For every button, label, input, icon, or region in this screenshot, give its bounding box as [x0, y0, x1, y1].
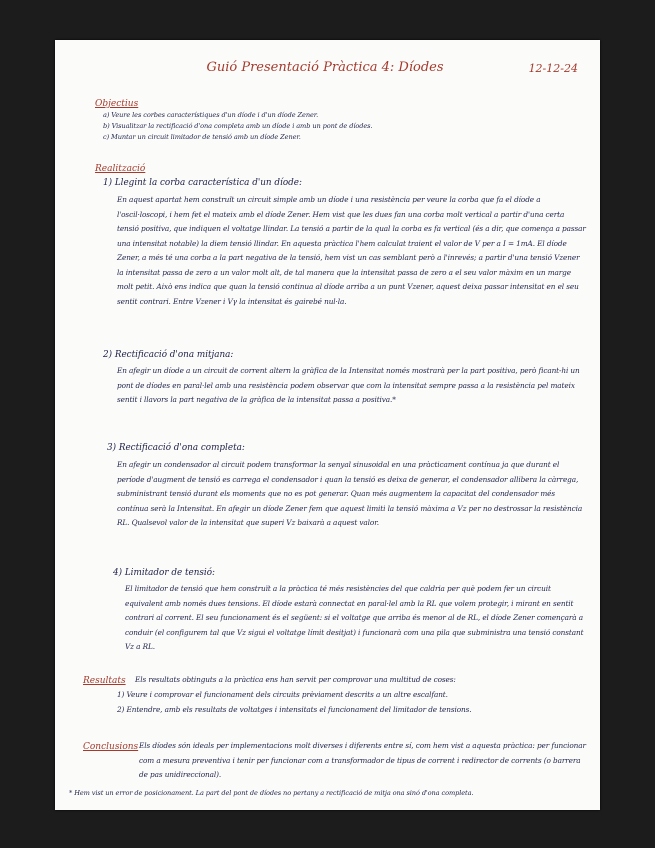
- objectius-list: [103, 110, 583, 143]
- handwritten-page: [55, 40, 600, 810]
- section-1-text: En aquest apartat hem construït un circuit simple amb un díode i una resistència per veure la corba que fa el díode a l'oscil·loscopi, i hem fet el mateix amb el díode Zener. Hem vist que les dues fan una corba molt vertical a partir d'una certa tensió positiva, que indiquen el voltatge llindar. La tensió a partir de la qual la corba es fa vertical (és a dir, que comença a passar una intensitat notable) la diem tensió llindar. En aquesta pràctica l'hem calculat traient el valor de V per a I = 1mA. El díode Zener, a més té una corba a la part negativa de la tensió, hem vist un cas semblant però a l'inrevés; a partir d'una tensió Vzener la intensitat passa de zero a un valor molt alt, de tal manera que la intensitat passa de zero a el seu valor màxim en un marge molt petit. Això ens indica que quan la tensió continua al díode arriba a un punt Vzener, aquest deixa passar intensitat en el seu sentit contrari. Entre Vzener i Vγ la intensitat és gairebé nul·la.: [117, 195, 586, 306]
- section-1-title: 1) Llegint la corba característica d'un díode:: [103, 178, 302, 188]
- resultats-heading: Resultats: [83, 676, 126, 686]
- resultats-intro: Els resultats obtinguts a la pràctica ens han servit per comprovar una multitud de coses:: [135, 675, 456, 684]
- objectiu-item: b) Visualitzar la rectificació d'ona completa amb un díode i amb un pont de díodes.: [103, 122, 373, 130]
- section-2-text: En afegir un díode a un circuit de corrent altern la gràfica de la Intensitat només mostrarà per la part positiva, però ficant-hi un pont de díodes en paral·lel amb una resistència podem observar que com la intensitat sempre passa a la resistència pel mateix sentit i llavors la part negativa de la gràfica de la intensitat passa a positiva.*: [117, 366, 580, 404]
- page-title: Guió Presentació Pràctica 4: Díodes: [206, 60, 444, 75]
- section-2-title: 2) Rectificació d'ona mitjana:: [103, 350, 234, 360]
- objectiu-item: c) Muntar un circuit limitador de tensió amb un díode Zener.: [103, 133, 301, 141]
- resultats-list: [117, 688, 587, 717]
- objectius-heading: Objectius: [95, 99, 139, 109]
- section-4-text: El limitador de tensió que hem construït a la pràctica té més resistències del que caldria per què podem fer un circuit equivalent amb només dues tensions. El díode estarà connectat en paral·lel amb la RL que volem protegir, i mirant en sentit contrari al corrent. El seu funcionament és el següent: si el voltatge que arriba és menor al de RL, el díode Zener començarà a conduir (el configurem tal que Vz sigui el voltatge límit desitjat) i funcionarà com una pila que subministra una tensió constant Vz a RL.: [125, 584, 584, 651]
- resultat-item: 2) Entendre, amb els resultats de voltatges i intensitats el funcionament del limitador de tensions.: [117, 704, 472, 714]
- resultat-item: 1) Veure i comprovar el funcionament dels circuits prèviament descrits a un altre escalfant.: [117, 690, 448, 699]
- page-date: 12-12-24: [528, 62, 578, 75]
- section-3-title: 3) Rectificació d'ona completa:: [107, 443, 245, 453]
- conclusions-text: Els díodes són ideals per implementacions molt diverses i diferents entre sí, com hem vist a aquesta pràctica: per funcionar com a mesura preventiva i tenir per funcionar com a transformador de tipus de corrent i redirector de corrents (o barrera de pas unidireccional).: [139, 741, 586, 779]
- section-4-title: 4) Limitador de tensió:: [113, 568, 215, 578]
- footnote: * Hem vist un error de posicionament. La part del pont de díodes no pertany a rectificació de mitja ona sinó d'ona completa.: [69, 789, 474, 797]
- conclusions-heading: Conclusions: [83, 742, 139, 752]
- section-3-text: En afegir un condensador al circuit podem transformar la senyal sinusoidal en una pràcticament contínua ja que durant el període d'augment de tensió es carrega el condensador i quan la tensió es deixa de generar, el condensador allibera la càrrega, subministrant tensió durant els moments que no es pot generar. Quan més augmentem la capacitat del condensador més contínua serà la Intensitat. En afegir un díode Zener fem que aquest limiti la tensió màxima a Vz per no destrossar la resistència RL. Qualsevol valor de la intensitat que superi Vz baixarà a aquest valor.: [117, 460, 583, 527]
- realitzacio-heading: Realització: [95, 164, 146, 174]
- objectiu-item: a) Veure les corbes característiques d'un díode i d'un díode Zener.: [103, 111, 319, 119]
